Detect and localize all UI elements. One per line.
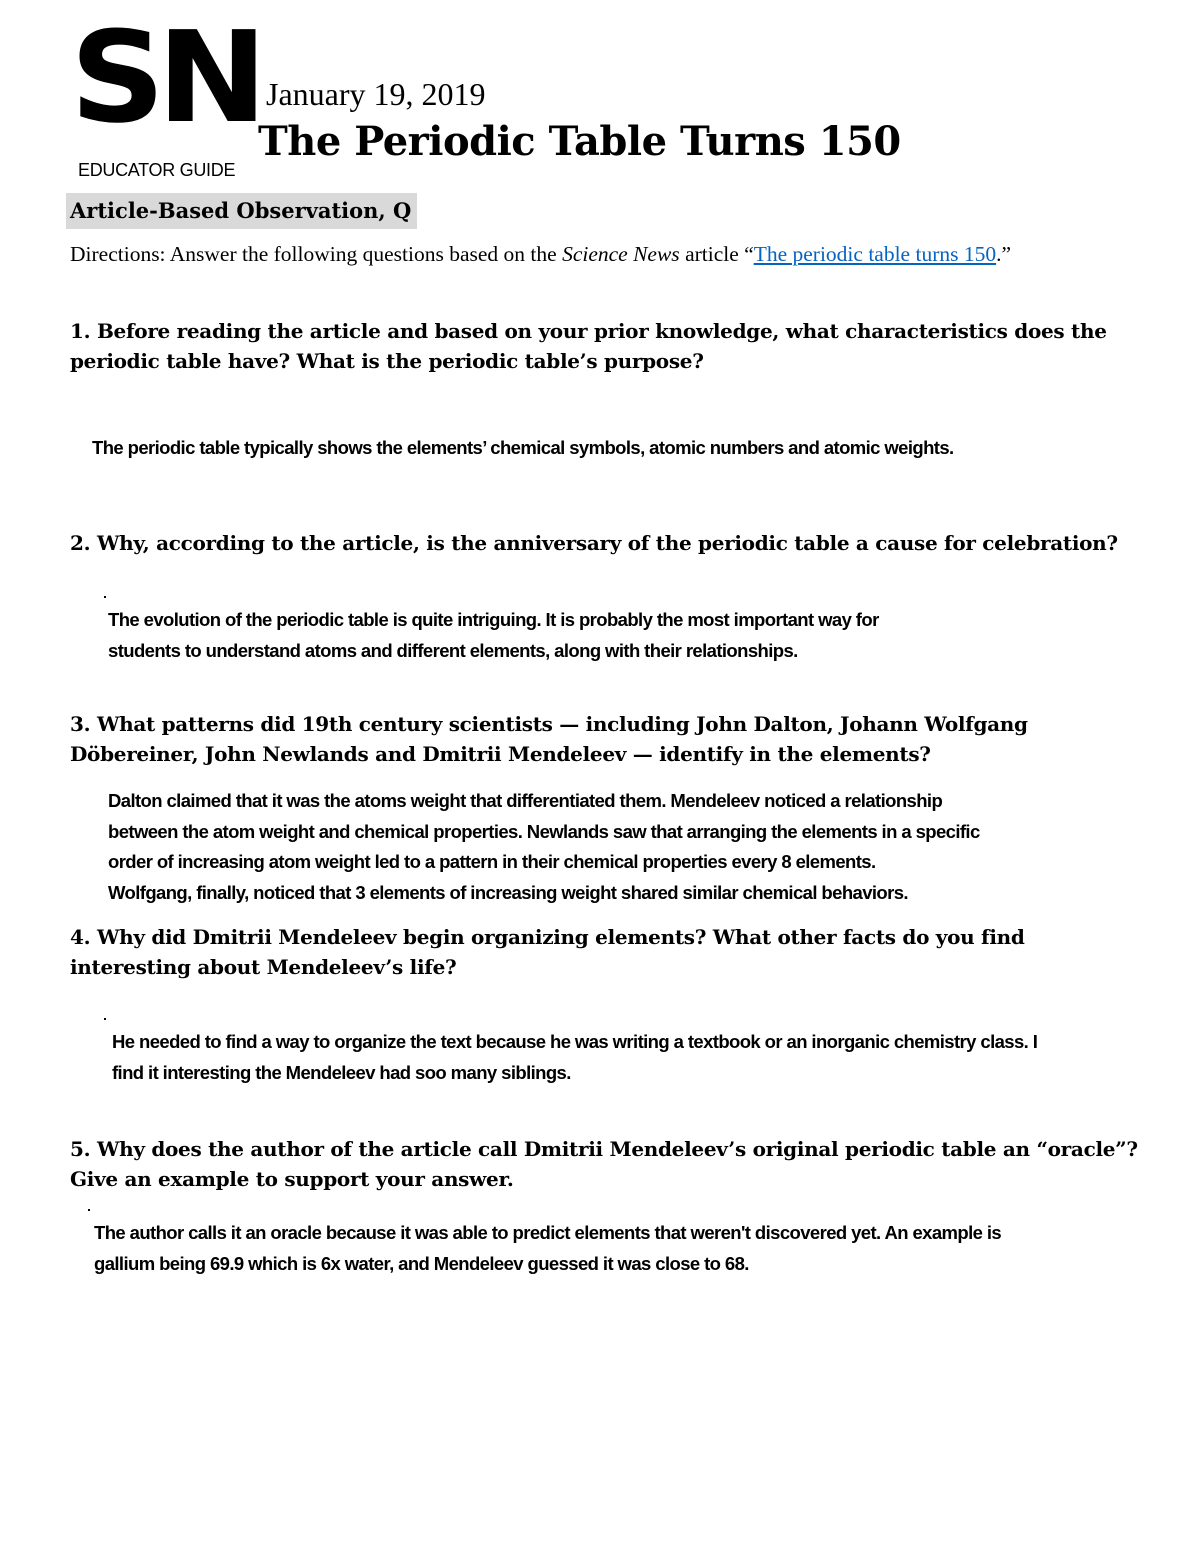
- question-text: Before reading the article and based on your prior knowledge, what characteristics does the periodic table have? What is the periodic table’s purpose?: [70, 319, 1107, 373]
- answer-line: The evolution of the periodic table is quite intriguing. It is probably the most important way for: [108, 609, 879, 630]
- directions-paragraph: [70, 240, 1130, 269]
- question-number: 2.: [70, 531, 91, 555]
- answer-line: The author calls it an oracle because it was able to predict elements that weren't discovered yet. An example is: [94, 1222, 1002, 1243]
- directions-label: Directions:: [70, 242, 166, 266]
- answer-line: Dalton claimed that it was the atoms weight that differentiated them. Mendeleev noticed a relationship: [108, 790, 943, 811]
- question-number: 4.: [70, 925, 91, 949]
- question-number: 3.: [70, 712, 91, 736]
- directions-text-after: .”: [996, 242, 1012, 266]
- logo-mark: SN: [70, 4, 260, 151]
- question-text: Why does the author of the article call Dmitrii Mendeleev’s original periodic table an “oracle”? Give an example to support your answer.: [70, 1137, 1138, 1191]
- publication-name: Science News: [562, 242, 680, 266]
- section-heading: Article-Based Observation, Q: [66, 193, 417, 229]
- answer-line: order of increasing atom weight led to a pattern in their chemical properties every 8 elements.: [108, 851, 876, 872]
- answer-1: [92, 433, 954, 464]
- sn-logo: [70, 4, 260, 180]
- issue-date: January 19, 2019: [266, 76, 486, 112]
- answer-line: students to understand atoms and different elements, along with their relationships.: [108, 639, 798, 661]
- question-1: [70, 316, 1140, 376]
- list-bullet: [104, 1018, 106, 1020]
- directions-text-middle: article “: [679, 242, 754, 266]
- answer-line: gallium being 69.9 which is 6x water, and Mendeleev guessed it was close to 68.: [94, 1252, 749, 1274]
- question-4: [70, 922, 1140, 982]
- answer-line: He needed to find a way to organize the text because he was writing a textbook or an inorganic chemistry class. I: [112, 1031, 1038, 1052]
- directions-text-before: Answer the following questions based on the: [165, 242, 563, 266]
- question-text: What patterns did 19th century scientists — including John Dalton, Johann Wolfgang Döbereiner, John Newlands and Dmitrii Mendeleev — identify in the elements?: [70, 712, 1028, 766]
- answer-line: Wolfgang, finally, noticed that 3 elements of increasing weight shared similar chemical behaviors.: [108, 881, 908, 903]
- answer-4: [112, 1027, 1037, 1088]
- answer-line: find it interesting the Mendeleev had soo many siblings.: [112, 1061, 571, 1083]
- question-2: [70, 528, 1140, 558]
- question-number: 1.: [70, 319, 91, 343]
- answer-line: between the atom weight and chemical properties. Newlands saw that arranging the elements in a specific: [108, 820, 980, 842]
- question-5: [70, 1134, 1140, 1194]
- article-link[interactable]: The periodic table turns 150: [753, 242, 997, 266]
- question-text: Why did Dmitrii Mendeleev begin organizing elements? What other facts do you find interesting about Mendeleev’s life?: [70, 925, 1025, 979]
- question-3: [70, 709, 1140, 769]
- page-title: The Periodic Table Turns 150: [258, 118, 901, 165]
- list-bullet: [88, 1209, 90, 1211]
- answer-3: [108, 786, 980, 908]
- question-text: Why, according to the article, is the anniversary of the periodic table a cause for celebration?: [90, 531, 1118, 555]
- answer-line: The periodic table typically shows the elements’ chemical symbols, atomic numbers and atomic weights.: [92, 437, 954, 458]
- answer-5: [94, 1218, 1001, 1279]
- question-number: 5.: [70, 1137, 91, 1161]
- list-bullet: [104, 596, 106, 598]
- answer-2: [108, 605, 879, 666]
- logo-subtitle: EDUCATOR GUIDE: [78, 160, 236, 180]
